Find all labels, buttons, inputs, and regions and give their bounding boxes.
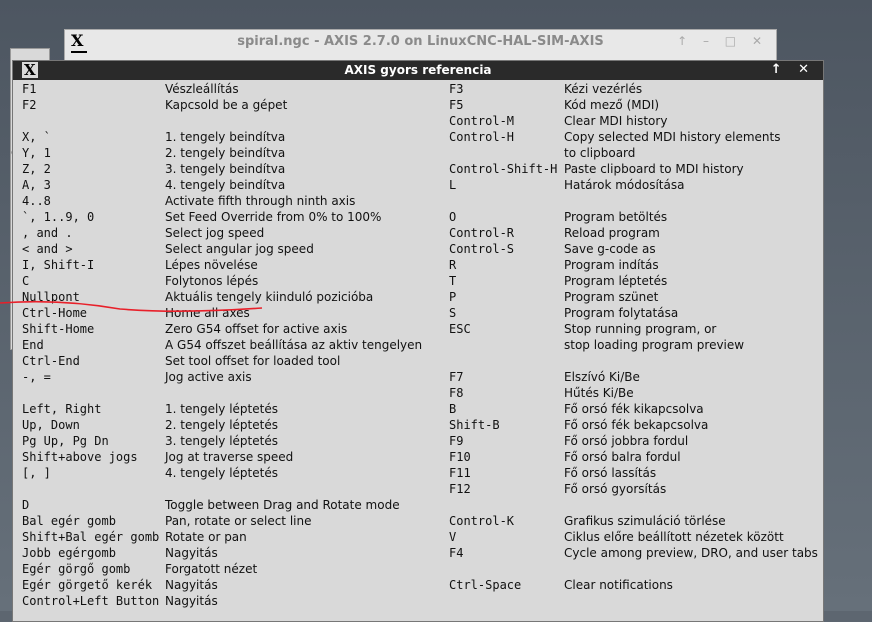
shortcut-description: Fő orsó lassítás bbox=[564, 466, 657, 480]
shortcut-key: Control-H bbox=[449, 130, 515, 144]
shortcut-description: Fő orsó gyorsítás bbox=[564, 482, 667, 496]
shortcut-key: End bbox=[22, 338, 44, 352]
shortcut-description: Clear notifications bbox=[564, 578, 673, 592]
shortcut-key: Y, 1 bbox=[22, 146, 51, 160]
shortcut-key: S bbox=[449, 306, 457, 320]
shortcut-description: Paste clipboard to MDI history bbox=[564, 162, 744, 176]
shortcut-key: F3 bbox=[449, 82, 464, 96]
shortcut-description: 2. tengely léptetés bbox=[165, 418, 278, 432]
shortcut-description: Copy selected MDI history elements bbox=[564, 130, 781, 144]
shortcut-key: D bbox=[22, 498, 30, 512]
shortcut-description: 4. tengely léptetés bbox=[165, 466, 278, 480]
shortcut-description: Hűtés Ki/Be bbox=[564, 386, 634, 400]
shortcut-description: Jog active axis bbox=[165, 370, 252, 384]
shortcut-description: 2. tengely beindítva bbox=[165, 146, 286, 160]
shortcut-key: F12 bbox=[449, 482, 471, 496]
shortcut-key: F9 bbox=[449, 434, 464, 448]
shortcut-description: 3. tengely léptetés bbox=[165, 434, 278, 448]
shortcut-key: F2 bbox=[22, 98, 37, 112]
shortcut-key: 4..8 bbox=[22, 194, 51, 208]
shortcut-key: Control+Left Button bbox=[22, 594, 160, 608]
shortcut-description: 1. tengely léptetés bbox=[165, 402, 278, 416]
shortcut-description: Lépes növelése bbox=[165, 258, 258, 272]
shortcut-key: F10 bbox=[449, 450, 471, 464]
shortcut-key: Control-S bbox=[449, 242, 515, 256]
window-controls[interactable]: ↑ – □ ✕ bbox=[677, 34, 768, 48]
shortcut-description: Elszívó Ki/Be bbox=[564, 370, 640, 384]
shortcut-description: Fő orsó balra fordul bbox=[564, 450, 681, 464]
shortcut-description: Folytonos lépés bbox=[165, 274, 259, 288]
dialog-titlebar[interactable] bbox=[13, 61, 823, 80]
x-logo-icon: X bbox=[24, 61, 36, 79]
shortcut-key: Control-K bbox=[449, 514, 515, 528]
shortcut-description: Set tool offset for loaded tool bbox=[165, 354, 341, 368]
axis-main-window-titlebar[interactable] bbox=[64, 29, 777, 61]
shortcut-description: Program léptetés bbox=[564, 274, 668, 288]
shortcut-description: Nagyitás bbox=[165, 594, 218, 608]
shortcut-description: 3. tengely beindítva bbox=[165, 162, 286, 176]
shortcut-key: F11 bbox=[449, 466, 471, 480]
shortcut-description: Select angular jog speed bbox=[165, 242, 314, 256]
shortcut-key: R bbox=[449, 258, 457, 272]
shortcut-key: P bbox=[449, 290, 457, 304]
shortcut-key: Ctrl-End bbox=[22, 354, 80, 368]
shortcut-description: Program szünet bbox=[564, 290, 659, 304]
shortcut-key: A, 3 bbox=[22, 178, 51, 192]
shortcut-key: X, ` bbox=[22, 130, 51, 144]
shortcut-key: F1 bbox=[22, 82, 37, 96]
shortcut-description: Kód mező (MDI) bbox=[564, 98, 660, 112]
shortcut-key: Control-Shift-H bbox=[449, 162, 558, 176]
shortcut-key: Shift+above jogs bbox=[22, 450, 138, 464]
shortcut-description: Vészleállítás bbox=[165, 82, 239, 96]
shortcut-key: Egér görgető kerék bbox=[22, 578, 153, 592]
shortcut-key: Shift+Bal egér gomb bbox=[22, 530, 160, 544]
shortcut-key: F5 bbox=[449, 98, 464, 112]
shortcut-key: Shift-Home bbox=[22, 322, 95, 336]
shortcut-description: Jog at traverse speed bbox=[165, 450, 294, 464]
shortcut-description: Határok módosítása bbox=[564, 178, 685, 192]
shortcut-key: Z, 2 bbox=[22, 162, 51, 176]
shortcut-description: Fő orsó fék bekapcsolva bbox=[564, 418, 709, 432]
shortcut-key: Shift-B bbox=[449, 418, 500, 432]
shortcut-key: F8 bbox=[449, 386, 464, 400]
shortcut-description: Forgatott nézet bbox=[165, 562, 258, 576]
shortcut-key: ESC bbox=[449, 322, 471, 336]
shortcut-description: Nagyitás bbox=[165, 546, 218, 560]
shortcut-description: Cycle among preview, DRO, and user tabs bbox=[564, 546, 818, 560]
shortcut-key: < and > bbox=[22, 242, 73, 256]
shortcut-description: Toggle between Drag and Rotate mode bbox=[165, 498, 400, 512]
shortcut-key: I, Shift-I bbox=[22, 258, 95, 272]
shortcut-description: Kézi vezérlés bbox=[564, 82, 643, 96]
shortcut-description: Reload program bbox=[564, 226, 660, 240]
shortcut-description: 1. tengely beindítva bbox=[165, 130, 286, 144]
shortcut-description: Stop running program, or bbox=[564, 322, 717, 336]
shortcut-key: Up, Down bbox=[22, 418, 80, 432]
shortcut-description: Zero G54 offset for active axis bbox=[165, 322, 348, 336]
shortcut-key: Egér görgő gomb bbox=[22, 562, 131, 576]
shortcut-description: Pan, rotate or select line bbox=[165, 514, 312, 528]
shortcut-key: L bbox=[449, 178, 457, 192]
shortcut-key: `, 1..9, 0 bbox=[22, 210, 95, 224]
shortcut-description: Program betöltés bbox=[564, 210, 668, 224]
shortcut-key: , and . bbox=[22, 226, 73, 240]
shortcut-description: Activate fifth through ninth axis bbox=[165, 194, 356, 208]
shortcut-description: Home all axes bbox=[165, 306, 250, 320]
shortcut-description: Ciklus előre beállított nézetek között bbox=[564, 530, 784, 544]
shortcut-key: Nullpont bbox=[22, 290, 80, 304]
dialog-controls[interactable]: ↑ ✕ bbox=[770, 62, 815, 77]
shortcut-description: Program folytatása bbox=[564, 306, 679, 320]
shortcut-description: Program indítás bbox=[564, 258, 659, 272]
shortcut-key: Control-M bbox=[449, 114, 515, 128]
shortcut-key: F4 bbox=[449, 546, 464, 560]
shortcut-description: Aktuális tengely kiinduló pozicióba bbox=[165, 290, 374, 304]
quick-reference-dialog bbox=[12, 60, 824, 622]
shortcut-key: [, ] bbox=[22, 466, 51, 480]
dialog-title: AXIS gyors referencia bbox=[344, 63, 492, 77]
shortcut-description: stop loading program preview bbox=[564, 338, 745, 352]
shortcut-key: -, = bbox=[22, 370, 51, 384]
shortcut-description: to clipboard bbox=[564, 146, 636, 160]
shortcut-description: Select jog speed bbox=[165, 226, 265, 240]
shortcut-key: Pg Up, Pg Dn bbox=[22, 434, 109, 448]
shortcut-description: Kapcsold be a gépet bbox=[165, 98, 288, 112]
shortcut-description: Set Feed Override from 0% to 100% bbox=[165, 210, 382, 224]
shortcut-key: Ctrl-Space bbox=[449, 578, 522, 592]
shortcut-description: Fő orsó jobbra fordul bbox=[564, 434, 689, 448]
shortcut-key: B bbox=[449, 402, 457, 416]
shortcut-key: Bal egér gomb bbox=[22, 514, 116, 528]
shortcut-key: F7 bbox=[449, 370, 464, 384]
x-logo-icon: X bbox=[71, 33, 87, 53]
shortcut-description: 4. tengely beindítva bbox=[165, 178, 286, 192]
shortcut-description: Grafikus szimuláció törlése bbox=[564, 514, 726, 528]
shortcut-description: Nagyitás bbox=[165, 578, 218, 592]
shortcut-description: Clear MDI history bbox=[564, 114, 668, 128]
shortcut-key: V bbox=[449, 530, 457, 544]
shortcut-key: Control-R bbox=[449, 226, 515, 240]
shortcut-key: T bbox=[449, 274, 457, 288]
shortcut-key: O bbox=[449, 210, 457, 224]
shortcut-key: Jobb egérgomb bbox=[22, 546, 116, 560]
window-title: spiral.ngc - AXIS 2.7.0 on LinuxCNC-HAL-SIM-AXIS bbox=[237, 34, 604, 49]
shortcut-description: Fő orsó fék kikapcsolva bbox=[564, 402, 704, 416]
shortcut-key: Ctrl-Home bbox=[22, 306, 88, 320]
shortcut-description: A G54 offszet beállítása az aktiv tengelyen bbox=[165, 338, 423, 352]
shortcut-description: Rotate or pan bbox=[165, 530, 247, 544]
shortcut-description: Save g-code as bbox=[564, 242, 656, 256]
shortcut-key: Left, Right bbox=[22, 402, 102, 416]
shortcut-key: C bbox=[22, 274, 30, 288]
